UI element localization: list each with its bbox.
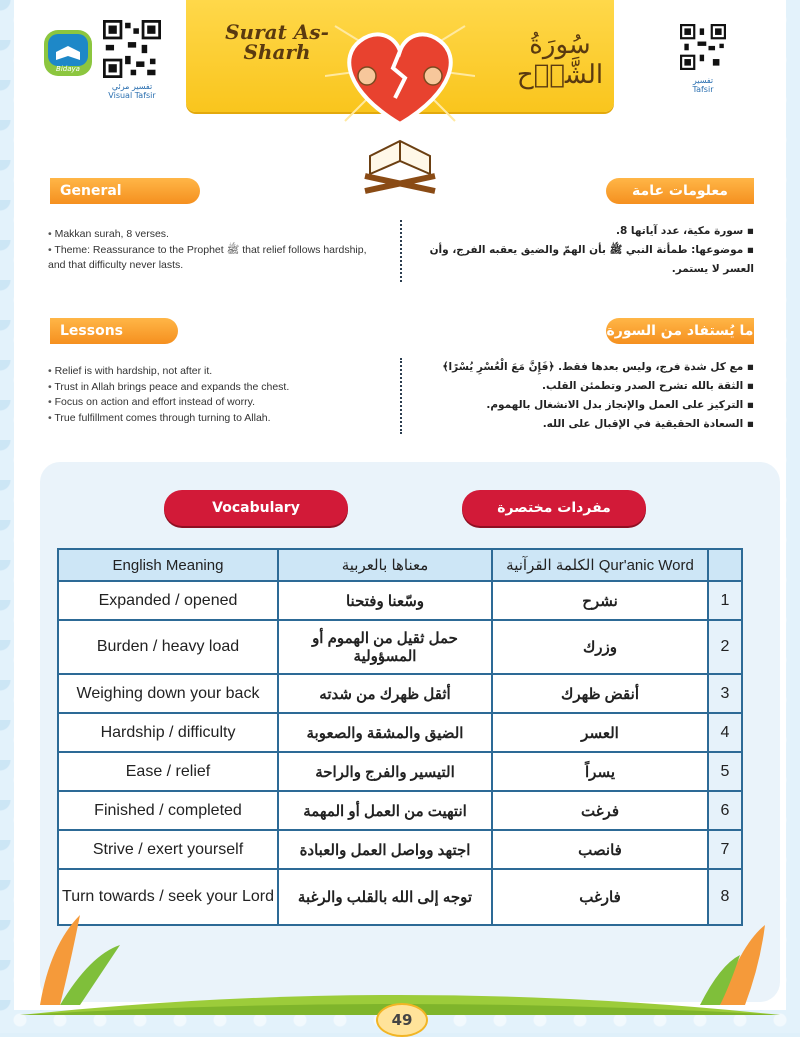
header-number <box>708 549 742 581</box>
list-item: ▪ الثقة بالله تشرح الصدر وتطمئن القلب. <box>420 377 754 396</box>
header-english-meaning: English Meaning <box>58 549 278 581</box>
cell-english: Hardship / difficulty <box>58 713 278 752</box>
lessons-list-en <box>48 364 378 426</box>
cell-english: Strive / exert yourself <box>58 830 278 869</box>
header-arabic-meaning: معناها بالعربية <box>278 549 492 581</box>
cell-word: وزرك <box>492 620 708 674</box>
cell-number: 4 <box>708 713 742 752</box>
list-item: • True fulfillment comes through turning to Allah. <box>48 411 378 427</box>
cell-arabic: وسّعنا وفتحنا <box>278 581 492 620</box>
qr-left-label-ar: تفسير مرئي <box>111 82 153 91</box>
list-item: • Focus on action and effort instead of worry. <box>48 395 378 411</box>
list-item: • Theme: Reassurance to the Prophet ﷺ that relief follows hardship, and that difficulty never lasts. <box>48 243 378 274</box>
cell-arabic: الضيق والمشقة والصعوبة <box>278 713 492 752</box>
cell-word: فرغت <box>492 791 708 830</box>
table-row <box>58 674 742 713</box>
cell-word: فارغب <box>492 869 708 925</box>
cell-arabic: اجتهد وواصل العمل والعبادة <box>278 830 492 869</box>
cell-word: يسراً <box>492 752 708 791</box>
cell-english: Turn towards / seek your Lord <box>58 869 278 925</box>
logo-label: Bidaya <box>56 65 80 73</box>
general-info-heading-ar: معلومات عامة <box>606 178 754 204</box>
general-info-list-ar <box>420 222 754 279</box>
table-row <box>58 713 742 752</box>
cell-arabic: توجه إلى الله بالقلب والرغبة <box>278 869 492 925</box>
table-row <box>58 830 742 869</box>
cell-number: 6 <box>708 791 742 830</box>
cell-arabic: حمل ثقيل من الهموم أو المسؤولية <box>278 620 492 674</box>
vocabulary-ribbon-en: Vocabulary <box>164 490 348 526</box>
vocabulary-table <box>57 548 743 926</box>
qr-right-label-en: Tafsir <box>692 85 714 94</box>
surah-title-arabic: سُورَةُ الشَّرۡح <box>516 30 604 90</box>
table-row <box>58 620 742 674</box>
vocabulary-ribbon-ar: مفردات مختصرة <box>462 490 646 526</box>
qr-right-label-ar: تفسير <box>692 76 714 85</box>
cell-number: 5 <box>708 752 742 791</box>
cell-word: أنقض ظهرك <box>492 674 708 713</box>
cell-word: العسر <box>492 713 708 752</box>
cell-english: Weighing down your back <box>58 674 278 713</box>
general-info-heading-en: General Information <box>50 178 200 204</box>
qr-code-tafsir[interactable] <box>680 24 726 70</box>
list-item: ▪ مع كل شدة فرج، وليس بعدها فقط. ﴿فَإِنَّ مَعَ الْعُسْرِ يُسْرًا﴾ <box>420 358 754 377</box>
cell-word: نشرح <box>492 581 708 620</box>
heart-quran-illustration <box>325 6 475 196</box>
grass-decoration <box>20 905 780 1015</box>
list-item: • Relief is with hardship, not after it. <box>48 364 378 380</box>
cell-number: 8 <box>708 869 742 925</box>
surah-title-english: Surat As-Sharh <box>225 20 329 64</box>
cell-english: Burden / heavy load <box>58 620 278 674</box>
cell-arabic: أثقل ظهرك من شدته <box>278 674 492 713</box>
cell-number: 7 <box>708 830 742 869</box>
lessons-list-ar <box>420 358 754 434</box>
cell-word: فانصب <box>492 830 708 869</box>
cell-number: 2 <box>708 620 742 674</box>
list-item: • Makkan surah, 8 verses. <box>48 227 378 243</box>
cell-english: Ease / relief <box>58 752 278 791</box>
cell-number: 3 <box>708 674 742 713</box>
list-item: ▪ سورة مكية، عدد آياتها 8. <box>420 222 754 241</box>
list-item: ▪ موضوعها: طمأنة النبي ﷺ بأن الهمّ والضيق يعقبه الفرج، وأن العسر لا يستمر. <box>420 241 754 279</box>
list-item: ▪ السعادة الحقيقية في الإقبال على الله. <box>420 415 754 434</box>
cell-english: Expanded / opened <box>58 581 278 620</box>
header-quranic-word: الكلمة القرآنية Qur'anic Word <box>492 549 708 581</box>
qr-code-visual-tafsir[interactable] <box>103 20 161 78</box>
cell-arabic: التيسير والفرج والراحة <box>278 752 492 791</box>
table-row <box>58 791 742 830</box>
table-header-row <box>58 549 742 581</box>
cell-number: 1 <box>708 581 742 620</box>
list-item: • Trust in Allah brings peace and expands the chest. <box>48 380 378 396</box>
qr-right-label <box>670 76 736 94</box>
cell-arabic: انتهيت من العمل أو المهمة <box>278 791 492 830</box>
column-divider <box>400 220 403 282</box>
table-row <box>58 752 742 791</box>
list-item: ▪ التركيز على العمل والإنجاز بدل الانشغال بالهموم. <box>420 396 754 415</box>
page-number: 49 <box>376 1003 428 1037</box>
general-info-list-en <box>48 227 378 274</box>
cell-english: Finished / completed <box>58 791 278 830</box>
lessons-heading-en: Lessons Learned <box>50 318 178 344</box>
qr-left-label <box>95 82 169 100</box>
qr-left-label-en: Visual Tafsir <box>108 91 156 100</box>
lessons-heading-ar: ما يُستفاد من السورة <box>606 318 754 344</box>
table-row <box>58 581 742 620</box>
column-divider <box>400 358 403 434</box>
